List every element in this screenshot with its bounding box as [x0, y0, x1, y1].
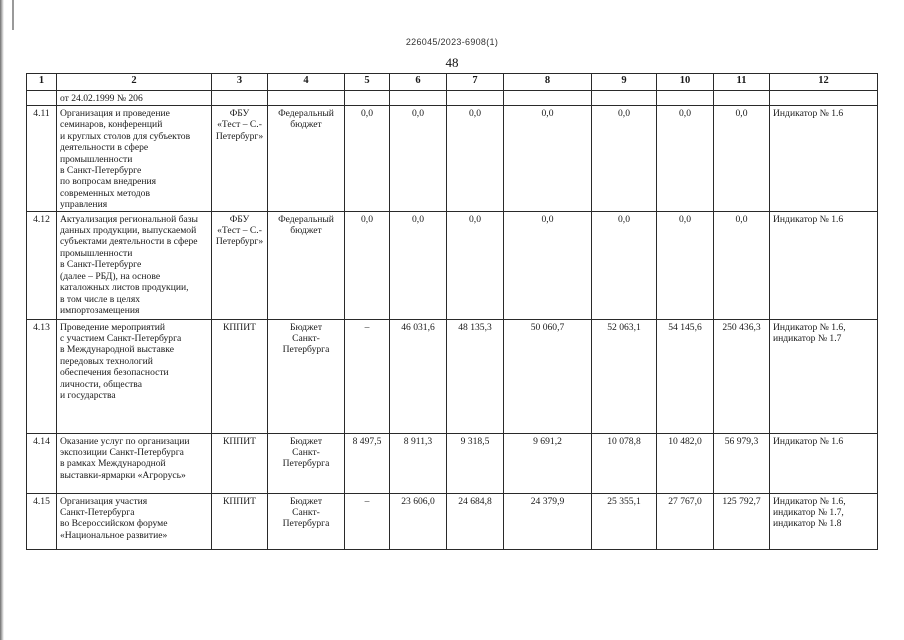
- funding-source-line: Петербурга: [282, 344, 330, 356]
- amount-v9: 0,0: [592, 106, 657, 212]
- activity-name-line: каталожных листов продукции,: [60, 282, 189, 294]
- continuation-row: [27, 91, 878, 106]
- activity-name: [57, 106, 212, 212]
- amount-v9: 10 078,8: [592, 433, 657, 493]
- executor: [212, 106, 268, 212]
- amount-v8: 24 379,9: [504, 493, 592, 549]
- activity-name: [57, 493, 212, 549]
- funding-source: [268, 493, 345, 549]
- activity-name-line: и круглых столов для субъектов: [60, 130, 191, 142]
- activity-name: [57, 211, 212, 319]
- row-number: 4.13: [27, 319, 57, 433]
- amount-v8: 9 691,2: [504, 433, 592, 493]
- page-number: 48: [445, 55, 459, 70]
- funding-source-line: Бюджет: [289, 321, 323, 333]
- amount-v8: 0,0: [504, 106, 592, 212]
- executor-line: КППИТ: [222, 495, 257, 507]
- amount-v8: 50 060,7: [504, 319, 592, 433]
- amount-v9: 0,0: [592, 211, 657, 319]
- executor-line: КППИТ: [222, 435, 257, 447]
- indicator-line: индикатор № 1.8: [773, 518, 842, 530]
- table-row: [27, 493, 878, 549]
- scan-edge-shadow: [0, 0, 4, 640]
- funding-source-line: Федеральный: [278, 108, 334, 119]
- funding-source: [268, 319, 345, 433]
- activity-name-line: Организация и проведение: [60, 108, 170, 119]
- funding-source-line: бюджет: [290, 119, 322, 131]
- activity-name-line: промышленности: [60, 247, 133, 259]
- header-cell: 10: [657, 74, 714, 91]
- table-cell: [345, 91, 390, 106]
- header-cell: 11: [714, 74, 770, 91]
- amount-v6: 0,0: [390, 106, 447, 212]
- funding-source-line: Бюджет: [289, 435, 323, 447]
- activity-name: [57, 433, 212, 493]
- indicator-line: Индикатор № 1.6: [773, 108, 844, 119]
- activity-name-line: деятельности в сфере: [60, 142, 149, 154]
- funding-source: [268, 106, 345, 212]
- indicator: [770, 493, 878, 549]
- program-activities-table: [26, 73, 878, 550]
- funding-source-line: Федеральный: [278, 213, 334, 225]
- amount-v10: 0,0: [657, 106, 714, 212]
- activity-name-line: во Всероссийском форуме: [60, 518, 168, 530]
- activity-name-line: в Международной выставке: [60, 344, 174, 356]
- header-cell: 12: [770, 74, 878, 91]
- indicator: [770, 211, 878, 319]
- amount-v10: 0,0: [657, 211, 714, 319]
- activity-name-line: субъектами деятельности в сфере: [60, 236, 198, 248]
- indicator: [770, 433, 878, 493]
- table-cell: [390, 91, 447, 106]
- executor: [212, 493, 268, 549]
- activity-name-line: передовых технологий: [60, 355, 153, 367]
- activity-name-line: Санкт-Петербурга: [60, 507, 135, 519]
- table-cell: [592, 91, 657, 106]
- amount-v6: 46 031,6: [390, 319, 447, 433]
- funding-source-line: Петербурга: [282, 518, 330, 530]
- executor-line: «Тест – С.-: [217, 119, 262, 131]
- executor-line: Петербург»: [215, 130, 264, 142]
- funding-source: [268, 211, 345, 319]
- activity-name-line: данных продукции, выпускаемой: [60, 225, 197, 237]
- amount-v5: 8 497,5: [345, 433, 390, 493]
- activity-name-line: с участием Санкт-Петербурга: [60, 333, 182, 345]
- indicator-line: индикатор № 1.7: [773, 333, 842, 345]
- table-row: [27, 211, 878, 319]
- table-cell: [714, 91, 770, 106]
- indicator-line: Индикатор № 1.6,: [773, 495, 846, 507]
- amount-v10: 10 482,0: [657, 433, 714, 493]
- executor-line: ФБУ: [229, 213, 250, 225]
- header-cell: 3: [212, 74, 268, 91]
- activity-name-line: (далее – РБД), на основе: [60, 270, 161, 282]
- amount-v11: 0,0: [714, 106, 770, 212]
- amount-v6: 0,0: [390, 211, 447, 319]
- row-number: 4.11: [27, 106, 57, 212]
- activity-name-line: импортозамещения: [60, 304, 140, 316]
- activity-name-line: в рамках Международной: [60, 458, 166, 470]
- amount-v7: 24 684,8: [447, 493, 504, 549]
- header-cell: 5: [345, 74, 390, 91]
- funding-source-line: Бюджет: [289, 495, 323, 507]
- table-cell: [504, 91, 592, 106]
- funding-source-line: Петербурга: [282, 458, 330, 470]
- indicator-line: Индикатор № 1.6,: [773, 321, 846, 333]
- table-cell: [447, 91, 504, 106]
- executor-line: КППИТ: [222, 321, 257, 333]
- activity-name-line: экспозиции Санкт-Петербурга: [60, 447, 184, 459]
- amount-v5: –: [345, 493, 390, 549]
- activity-name-line: «Национальное развитие»: [60, 529, 168, 541]
- indicator-line: Индикатор № 1.6: [773, 213, 844, 225]
- table-cell: [268, 91, 345, 106]
- activity-name-line: личности, общества: [60, 378, 142, 390]
- amount-v7: 0,0: [447, 106, 504, 212]
- activity-name-line: по вопросам внедрения: [60, 176, 157, 188]
- amount-v5: 0,0: [345, 106, 390, 212]
- executor-line: Петербург»: [215, 236, 264, 248]
- amount-v5: –: [345, 319, 390, 433]
- table-row: [27, 106, 878, 212]
- amount-v11: 125 792,7: [714, 493, 770, 549]
- funding-source-line: бюджет: [290, 225, 322, 237]
- funding-source-line: Санкт-: [292, 447, 320, 459]
- header-cell: 1: [27, 74, 57, 91]
- activity-name-line: обеспечения безопасности: [60, 367, 169, 379]
- header-cell: 2: [57, 74, 212, 91]
- continuation-text: от 24.02.1999 № 206: [57, 91, 212, 106]
- amount-v7: 9 318,5: [447, 433, 504, 493]
- header-cell: 8: [504, 74, 592, 91]
- amount-v11: 0,0: [714, 211, 770, 319]
- indicator-line: индикатор № 1.7,: [773, 507, 844, 519]
- table-cell: [770, 91, 878, 106]
- amount-v7: 48 135,3: [447, 319, 504, 433]
- row-number: 4.15: [27, 493, 57, 549]
- indicator-line: Индикатор № 1.6: [773, 435, 844, 447]
- activity-name-line: современных методов: [60, 187, 151, 199]
- executor: [212, 433, 268, 493]
- amount-v10: 54 145,6: [657, 319, 714, 433]
- activity-name-line: и государства: [60, 390, 116, 402]
- header-cell: 4: [268, 74, 345, 91]
- activity-name-line: выставки-ярмарки «Агрорусь»: [60, 469, 186, 481]
- table-row: [27, 433, 878, 493]
- activity-name-line: управления: [60, 199, 108, 211]
- table-cell: [212, 91, 268, 106]
- executor-line: ФБУ: [229, 108, 250, 119]
- header-cell: 6: [390, 74, 447, 91]
- activity-name-line: в Санкт-Петербурге: [60, 165, 142, 177]
- amount-v7: 0,0: [447, 211, 504, 319]
- amount-v6: 23 606,0: [390, 493, 447, 549]
- indicator: [770, 106, 878, 212]
- table-cell: [27, 91, 57, 106]
- amount-v9: 25 355,1: [592, 493, 657, 549]
- header-cell: 7: [447, 74, 504, 91]
- registration-number: 226045/2023-6908(1): [405, 37, 499, 47]
- amount-v11: 250 436,3: [714, 319, 770, 433]
- amount-v11: 56 979,3: [714, 433, 770, 493]
- activity-name-line: в том числе в целях: [60, 293, 141, 305]
- funding-source-line: Санкт-: [292, 507, 320, 519]
- table-row: [27, 319, 878, 433]
- activity-name: [57, 319, 212, 433]
- activity-name-line: в Санкт-Петербурге: [60, 259, 142, 271]
- activity-name-line: семинаров, конференций: [60, 119, 163, 131]
- funding-source: [268, 433, 345, 493]
- scan-edge-mark: [12, 0, 14, 30]
- activity-name-line: Организация участия: [60, 495, 148, 507]
- activity-name-line: промышленности: [60, 153, 133, 165]
- executor: [212, 319, 268, 433]
- activity-name-line: Проведение мероприятий: [60, 321, 166, 333]
- amount-v9: 52 063,1: [592, 319, 657, 433]
- executor: [212, 211, 268, 319]
- amount-v10: 27 767,0: [657, 493, 714, 549]
- amount-v6: 8 911,3: [390, 433, 447, 493]
- executor-line: «Тест – С.-: [217, 225, 262, 237]
- activity-name-line: Актуализация региональной базы: [60, 213, 198, 225]
- activity-name-line: Оказание услуг по организации: [60, 435, 190, 447]
- row-number: 4.12: [27, 211, 57, 319]
- row-number: 4.14: [27, 433, 57, 493]
- table-cell: [657, 91, 714, 106]
- amount-v8: 0,0: [504, 211, 592, 319]
- table-header-row: [27, 74, 878, 91]
- indicator: [770, 319, 878, 433]
- header-cell: 9: [592, 74, 657, 91]
- amount-v5: 0,0: [345, 211, 390, 319]
- funding-source-line: Санкт-: [292, 333, 320, 345]
